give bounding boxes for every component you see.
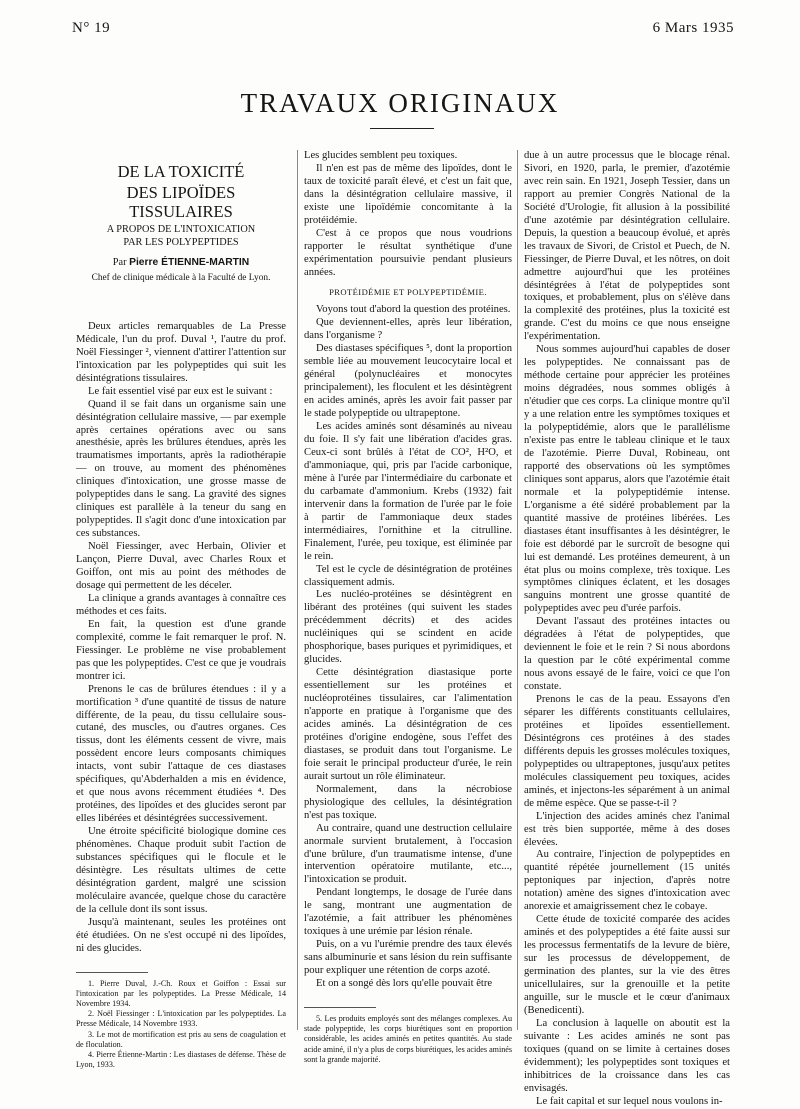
paragraph: Puis, on a vu l'urémie prendre des taux élevés sans albuminurie et sans lésion du rein suffisante pour expliquer une rétention de corps azoté. [304, 939, 512, 977]
column-1 [76, 150, 286, 1070]
paragraph: Au contraire, quand une destruction cellulaire anormale survient brutalement, à l'occasion d'une brûlure, d'un traumatisme intense, d'une intervention opératoire mutilante, etc..., l'intoxication se produit. [304, 822, 512, 886]
paragraph: Prenons le cas de brûlures étendues : il y a mortification ³ d'une quantité de tissus de nature différente, de la peau, du tissu cellulaire sous-cutané, des muscles, ou d'autres organes. Ces tissus, dont les éléments cessent de vivre, mais possèdent encore leurs composants chimiques intacts, vont subir l'attaque de ces diastases spécifiques, qu'Abderhalden a mis en évidence, et que nous avons récemment étudiées ⁴. Des protéines, des lipoïdes et des glucides seront par elles libérées et désintégrées successivement. [76, 683, 286, 825]
paragraph: Le fait capital et sur lequel nous voulons in- [536, 1095, 723, 1107]
article-subtitle-line-2: PAR LES POLYPEPTIDES [123, 237, 239, 248]
paragraph: Le fait essentiel visé par eux est le suivant : [88, 385, 273, 397]
column-rule [297, 150, 298, 1030]
paragraph: Cette étude de toxicité comparée des acides aminés et des polypeptides a été faite aussi sur les processus fermentatifs de la levure de bière, sur les processus de développement, de germination des plantes, sur la vie des êtres unicellulaires, sur la grenouille et la petite anguille, sur le muscle et le cœur d'animaux (Benedicenti). [524, 914, 730, 1016]
paragraph: Nous sommes aujourd'hui capables de doser les polypeptides. Ne connaissant pas de méthode certaine pour apprécier les protéines moins dégradées, nous sommes obligés à n'étudier que ces corps. La clinique montre qu'il y a une relation entre les symptômes toxiques et la polypeptidémie, alors que le parallélisme n'existe pas entre le tableau clinique et le taux de l'azotémie. Pierre Duval, Robineau, ont rapporté des observations où les symptômes cliniques sont apparus, alors que l'azotémie était normale et la polypeptidémie intense. L'organisme a été sidéré probablement par la quantité massive de protéines libérées. Les diastases étant insuffisantes à les désintégrer, le foie est débordé par le surcroît de besogne qui lui est demandé. Les protéines demeurent, à un état plus ou moins complexe, très toxique. Les symptômes cliniques éclatent, et les dosages sanguins montrent une grosse quantité de polypeptides avec peu d'urée parfois. [524, 344, 730, 615]
issue-date: 6 Mars 1935 [652, 20, 734, 36]
section-title: TRAVAUX ORIGINAUX [240, 88, 560, 118]
paragraph: Tel est le cycle de désintégration de protéines classiquement admis. [304, 563, 512, 588]
paragraph: Voyons tout d'abord la question des protéines. [316, 304, 511, 316]
column-2 [304, 150, 512, 1065]
paragraph: Les acides aminés sont désaminés au niveau du foie. Il s'y fait une libération d'acides gras. Ceux-ci sont brûlés à l'état de CO², H²O, et d'ammoniaque, qui, pris par l'acide carbonique, mène à l'urée par l'intermédiaire du carbonate et du carbamate d'ammonium. Krebs (1932) fait intervenir dans la formation de l'urée par le foie à partir de l'ammoniaque deux stades intermédiaires, l'ornithine et la citrulline. Finalement, l'urée, peu toxique, est éliminée par le rein. [304, 421, 512, 562]
paragraph: La clinique a grands avantages à connaître ces méthodes et ces faits. [76, 592, 286, 617]
paragraph: due à un autre processus que le blocage rénal. Sivori, en 1920, parla, le premier, d'azotémie avec rein sain. En 1921, Joseph Tessier, dans un rapport au premier Congrès National de la Société d'Urologie, fit allusion à la possibilité d'une azotémie par désintégration cellulaire. Depuis, la question a beaucoup évolué, et après les travaux de Sivori, de Cristol et Puech, de N. Fiessinger, de Pierre Duval, et les nôtres, on doit admettre aujourd'hui que les protéines désintégrées à l'état de polypeptides sont toxiques, et probablement, plus on s'élève dans la complexité des protéines, plus la toxicité est grande. C'est du moins ce que nous enseigne l'expérimentation. [524, 150, 730, 343]
article-subtitle-line-1: A PROPOS DE L'INTOXICATION [106, 224, 256, 235]
footnote: 2. Noël Fiessinger : L'intoxication par les polypeptides. La Presse Médicale, 14 Novembre 1933. [76, 1009, 286, 1029]
paragraph: Il n'en est pas de même des lipoïdes, dont le taux de toxicité paraît élevé, et c'est un fait que, dans la désintégration cellulaire massive, il existe une lipoïdémie concomitante à la protéidémie. [304, 162, 512, 226]
paragraph: Les nucléo-protéines se désintègrent en libérant des protéines (qui suivent les stades précédemment décrits) et des acides nucléiniques qui se scindent en acide phosphorique, bases puriques et pyrimidiques, et glucides. [304, 589, 512, 666]
paragraph: Prenons le cas de la peau. Essayons d'en séparer les différents constituants cellulaires, protéines et lipoïdes essentiellement. Désintégrons ces protéines à des stades différents depuis les grosses molécules toxiques, polypeptides ou ultrapeptones, jusqu'aux petites molécules classiquement peu toxiques, acides aminés, et injectons-les séparément à un animal de même espèce. Que se passe-t-il ? [524, 694, 730, 809]
column-rule [517, 150, 518, 1030]
paragraph: Quand il se fait dans un organisme sain une désintégration cellulaire massive, — par exemple après certaines opérations avec ou sans anesthésie, après les brûlures étendues, après les traumatismes importants, après la radiothérapie — on trouve, au moment des phénomènes cliniques d'intoxication, une grosse masse de polypeptides dans le sang. La gravité des signes cliniques est parallèle à la teneur du sang en polypeptides. Il s'agit donc d'une intoxication par ces substances. [76, 398, 286, 540]
column-3 [524, 150, 730, 1109]
paragraph: Jusqu'à maintenant, seules les protéines ont été étudiées. On ne s'est occupé ni des lipoïdes, ni des glucides. [76, 916, 286, 954]
author-name: Pierre ÉTIENNE-MARTIN [129, 257, 250, 268]
paragraph: Cette désintégration diastasique porte essentiellement sur les protéines et nucléoprotéines tissulaires, car l'alimentation n'apporte en pratique à l'organisme que des acides aminés. La désintégration de ces protéines d'origine endogène, sous l'effet des diastases, se produit dans tout l'organisme. Le foie serait le principal producteur d'urée, le rein aurait surtout un rôle éliminateur. [304, 667, 512, 782]
paragraph: Des diastases spécifiques ⁵, dont la proportion semble liée au mouvement leucocytaire local et général (polynucléaires et monocytes principalement), les floculent et les désintègrent en acides aminés, après les avoir fait passer par le stade polypeptide ou ultrapeptone. [304, 343, 512, 420]
article-title-line-2: DES LIPOÏDES TISSULAIRES [126, 183, 236, 221]
paragraph: C'est à ce propos que nous voudrions rapporter le résultat synthétique d'une expérimentation poursuivie pendant plusieurs années. [304, 227, 512, 278]
paragraph: Que deviennent-elles, après leur libération, dans l'organisme ? [304, 317, 512, 342]
paragraph: La conclusion à laquelle on aboutit est la suivante : Les acides aminés ne sont pas toxiques (quand on se limite à certaines doses évidemment); les polypeptides sont toxiques et inhibitrices de la croissance dans les cas envisagés. [524, 1017, 730, 1094]
footnote: 1. Pierre Duval, J.-Ch. Roux et Goiffon : Essai sur l'intoxication par les polypeptides. La Presse Médicale, 14 Novembre 1934. [76, 978, 286, 1009]
paragraph: Noël Fiessinger, avec Herbain, Olivier et Lançon, Pierre Duval, avec Charles Roux et Goiffon, ont mis au point des méthodes de dosage qui permettent de les déceler. [76, 541, 286, 591]
paragraph: Devant l'assaut des protéines intactes ou dégradées à l'état de polypeptides, que deviennent le foie et le rein ? Si nous abordons la question par le côté expérimental comme nous avons essayé de le faire, voici ce que l'on constate. [524, 616, 730, 693]
article-title-line-1: DE LA TOXICITÉ [117, 162, 245, 181]
paragraph: Les glucides semblent peu toxiques. [304, 150, 458, 161]
byline [76, 257, 286, 270]
title-rule [370, 128, 434, 129]
paragraph: Et on a songé dès lors qu'elle pouvait être [316, 978, 493, 990]
section-heading: PROTÉIDÉMIE ET POLYPEPTIDÉMIE. [329, 286, 487, 297]
paragraph: L'injection des acides aminés chez l'animal est très bien supportée, même à des doses élevées. [524, 810, 730, 848]
paragraph: Pendant longtemps, le dosage de l'urée dans le sang, montrant une augmentation de l'azotémie, a fait attribuer les phénomènes toxiques à une urémie par lésion rénale. [304, 887, 512, 938]
footnote: 5. Les produits employés sont des mélanges complexes. Au stade polypeptide, les corps biurétiques sont en proportion considérable, les acides aminés en petites quantités. Au stade acide aminé, il n'y a plus de corps biurétiques, les acides aminés sont la grande majorité. [304, 1014, 512, 1064]
footnote: 4. Pierre Étienne-Martin : Les diastases de défense. Thèse de Lyon, 1933. [76, 1050, 286, 1070]
footnote: 3. Le mot de mortification est pris au sens de coagulation et de floculation. [76, 1029, 286, 1049]
footnote-rule [76, 972, 148, 973]
paragraph: En fait, la question est d'une grande complexité, comme le fait remarquer le prof. N. Fiessinger. Le problème ne vise probablement pas que les polypeptides. C'est ce que je voudrais montrer ici. [76, 618, 286, 682]
footnote-rule [304, 1007, 376, 1008]
paragraph: Normalement, dans la nécrobiose physiologique des cellules, la désintégration n'est pas toxique. [304, 783, 512, 821]
author-affiliation: Chef de clinique médicale à la Faculté de Lyon. [91, 272, 271, 283]
paragraph: Au contraire, l'injection de polypeptides en quantité répétée journellement (15 unités peptoniques par injection, d'après notre notation) amène des signes d'intoxication avec anorexie et amaigrissement chez le cobaye. [524, 849, 730, 913]
issue-number: N° 19 [72, 20, 111, 36]
paragraph: Une étroite spécificité biologique domine ces phénomènes. Chaque produit subit l'action de substances spécifiques qui le flocule et le désintègre. Les résultats ultimes de cette désintégration gardent, malgré une scission moléculaire avancée, quelque chose du caractère de la cellule dont ils sont issus. [76, 826, 286, 915]
paragraph: Deux articles remarquables de La Presse Médicale, l'un du prof. Duval ¹, l'autre du prof. Noël Fiessinger ², viennent d'attirer l'attention sur l'intoxication par les polypeptides qui suit les désintégrations tissulaires. [76, 320, 286, 384]
byline-prefix: Par [112, 257, 127, 268]
